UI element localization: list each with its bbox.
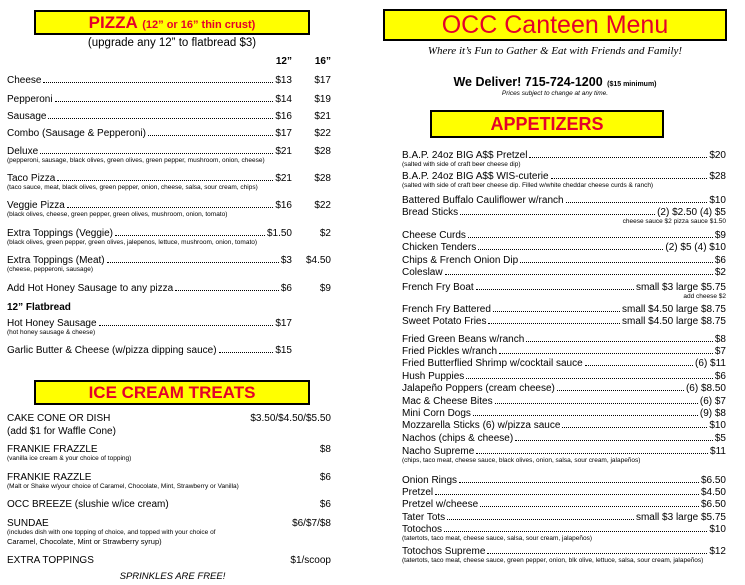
pizza-row bbox=[7, 111, 292, 122]
item-price: (2) $5 (4) $10 bbox=[665, 242, 726, 253]
ice-cream-item-price: $6/$7/$8 bbox=[292, 518, 331, 529]
dot-leader bbox=[67, 207, 273, 208]
dot-leader bbox=[435, 494, 699, 495]
appetizer-note: cheese sauce $2 pizza sauce $1.50 bbox=[622, 218, 726, 225]
appetizer-row bbox=[402, 499, 726, 510]
dot-leader bbox=[551, 178, 708, 179]
item-name: Mozzarella Sticks (6) w/pizza sauce bbox=[402, 420, 561, 431]
item-price: $21 bbox=[275, 146, 292, 157]
ice-cream-title: ICE CREAM TREATS bbox=[88, 383, 256, 402]
appetizer-description: (tatertots, taco meat, cheese sauce, salsa, sour cream, jalapeños) bbox=[402, 535, 593, 542]
item-name: Pretzel w/cheese bbox=[402, 499, 479, 510]
flatbread-row bbox=[7, 318, 292, 329]
appetizer-row bbox=[402, 371, 726, 382]
dot-leader bbox=[219, 352, 274, 353]
dot-leader bbox=[444, 531, 707, 532]
size-12-header: 12” bbox=[275, 56, 292, 67]
item-name: Combo (Sausage & Pepperoni) bbox=[7, 128, 146, 139]
item-name: Onion Rings bbox=[402, 475, 458, 486]
appetizer-row bbox=[402, 334, 726, 345]
item-price: $10 bbox=[709, 524, 726, 535]
appetizer-description: (tatertots, taco meat, cheese sauce, green pepper, onion, blk olive, lettuce, salsa, sour cream, jalapeños) bbox=[402, 557, 704, 564]
item-price: $20 bbox=[709, 150, 726, 161]
dot-leader bbox=[585, 365, 693, 366]
ice-cream-item-price: $1/scoop bbox=[290, 555, 331, 566]
size-16-header: 16” bbox=[314, 56, 331, 67]
appetizer-row bbox=[402, 346, 726, 357]
appetizers-title: APPETIZERS bbox=[490, 114, 604, 134]
ice-cream-item-price: $6 bbox=[319, 499, 331, 510]
item-name: Sausage bbox=[7, 111, 47, 122]
dot-leader bbox=[515, 440, 713, 441]
appetizer-row bbox=[402, 304, 726, 315]
price-16: $28 bbox=[314, 173, 331, 184]
delivery-text: We Deliver! 715-724-1200 bbox=[453, 75, 603, 89]
dot-leader bbox=[480, 506, 699, 507]
pizza-row bbox=[7, 283, 292, 294]
item-price: (2) $2.50 (4) $5 bbox=[657, 207, 726, 218]
flatbread-header: 12” Flatbread bbox=[7, 302, 71, 313]
item-price: $16 bbox=[275, 111, 292, 122]
item-name: Battered Buffalo Cauliflower w/ranch bbox=[402, 195, 564, 206]
item-price: $3 bbox=[280, 255, 292, 266]
item-price: $6.50 bbox=[700, 499, 726, 510]
item-price: small $4.50 large $8.75 bbox=[622, 304, 726, 315]
appetizer-row bbox=[402, 408, 726, 419]
ice-cream-item-name: FRANKIE FRAZZLE bbox=[7, 444, 98, 455]
ice-cream-item-description: Caramel, Chocolate, Mint or Strawberry syrup) bbox=[7, 537, 162, 546]
item-price: $10 bbox=[709, 420, 726, 431]
item-name: B.A.P. 24oz BIG A$$ Pretzel bbox=[402, 150, 528, 161]
dot-leader bbox=[562, 427, 707, 428]
pizza-row bbox=[7, 173, 292, 184]
appetizer-row bbox=[402, 546, 726, 557]
item-name: Tater Tots bbox=[402, 512, 446, 523]
dot-leader bbox=[478, 249, 663, 250]
dot-leader bbox=[99, 325, 274, 326]
dot-leader bbox=[115, 235, 265, 236]
item-name: Veggie Pizza bbox=[7, 200, 65, 211]
pizza-row bbox=[7, 228, 292, 239]
pizza-row bbox=[7, 200, 292, 211]
ice-cream-item-price: $3.50/$4.50/$5.50 bbox=[250, 413, 331, 424]
ice-cream-item-name: FRANKIE RAZZLE bbox=[7, 472, 92, 483]
item-name: Extra Toppings (Veggie) bbox=[7, 228, 113, 239]
appetizer-row bbox=[402, 255, 726, 266]
appetizer-row bbox=[402, 150, 726, 161]
ice-cream-item-description: (add $1 for Waffle Cone) bbox=[7, 426, 116, 437]
item-name: Pretzel bbox=[402, 487, 434, 498]
item-name: Coleslaw bbox=[402, 267, 443, 278]
appetizer-row bbox=[402, 420, 726, 431]
item-price: small $3 large $5.75 bbox=[635, 282, 726, 293]
appetizer-row bbox=[402, 358, 726, 369]
appetizer-row bbox=[402, 487, 726, 498]
item-name: Deluxe bbox=[7, 146, 39, 157]
dot-leader bbox=[55, 101, 274, 102]
pizza-description: (cheese, pepperoni, sausage) bbox=[7, 266, 94, 273]
price-16: $9 bbox=[319, 283, 331, 294]
price-16: $28 bbox=[314, 146, 331, 157]
item-price: (6) $11 bbox=[695, 358, 726, 369]
item-price: (6) $7 bbox=[699, 396, 726, 407]
ice-cream-item-name: CAKE CONE OR DISH bbox=[7, 413, 111, 424]
item-name: Hush Puppies bbox=[402, 371, 465, 382]
menu-title-banner bbox=[383, 9, 727, 41]
ice-cream-banner bbox=[34, 380, 310, 405]
ice-cream-item-price: $6 bbox=[319, 472, 331, 483]
appetizer-row bbox=[402, 207, 726, 218]
item-name: Fried Pickles w/ranch bbox=[402, 346, 498, 357]
pizza-row bbox=[7, 146, 292, 157]
ice-cream-item-description: (includes dish with one topping of choice, and topped with your choice of bbox=[7, 529, 216, 536]
dot-leader bbox=[473, 415, 698, 416]
item-price: $10 bbox=[709, 195, 726, 206]
item-name: B.A.P. 24oz BIG A$$ WIS-cuterie bbox=[402, 171, 549, 182]
item-name: Add Hot Honey Sausage to any pizza bbox=[7, 283, 174, 294]
ice-cream-item-description: (Malt or Shake w/your choice of Caramel, Chocolate, Mint, Strawberry or Vanilla) bbox=[7, 483, 239, 490]
pizza-row bbox=[7, 94, 292, 105]
item-price: (6) $8.50 bbox=[685, 383, 726, 394]
pizza-description: (black olives, cheese, green pepper, green olives, mushroom, onion, tomato) bbox=[7, 211, 228, 218]
dot-leader bbox=[499, 353, 713, 354]
pizza-description: (taco sauce, meat, black olives, green pepper, onion, cheese, salsa, sour cream, chips) bbox=[7, 184, 258, 191]
item-price: $8 bbox=[714, 334, 726, 345]
dot-leader bbox=[447, 519, 634, 520]
appetizer-row bbox=[402, 446, 726, 457]
ice-cream-item-name: OCC BREEZE (slushie w/ice cream) bbox=[7, 499, 169, 510]
item-name: Fried Green Beans w/ranch bbox=[402, 334, 525, 345]
item-price: small $4.50 large $8.75 bbox=[622, 316, 726, 327]
pizza-title-note: (12” or 16” thin crust) bbox=[142, 19, 256, 31]
dot-leader bbox=[557, 390, 684, 391]
item-name: Mac & Cheese Bites bbox=[402, 396, 493, 407]
dot-leader bbox=[495, 403, 698, 404]
price-16: $21 bbox=[314, 111, 331, 122]
item-name: Nacho Supreme bbox=[402, 446, 475, 457]
item-price: $21 bbox=[275, 173, 292, 184]
appetizer-row bbox=[402, 316, 726, 327]
pizza-row bbox=[7, 75, 292, 86]
item-name: Taco Pizza bbox=[7, 173, 56, 184]
appetizer-row bbox=[402, 242, 726, 253]
item-price: $13 bbox=[275, 75, 292, 86]
item-price: $17 bbox=[275, 128, 292, 139]
dot-leader bbox=[468, 237, 713, 238]
menu-title: OCC Canteen Menu bbox=[441, 11, 669, 39]
appetizers-banner bbox=[430, 110, 664, 138]
dot-leader bbox=[488, 323, 620, 324]
item-price: $6 bbox=[714, 371, 726, 382]
item-name: Extra Toppings (Meat) bbox=[7, 255, 105, 266]
appetizer-description: (salted with side of craft beer cheese dip. Filled w/white cheddar cheese curds & ranch) bbox=[402, 182, 654, 189]
item-price: (9) $8 bbox=[699, 408, 726, 419]
appetizer-row bbox=[402, 383, 726, 394]
appetizer-row bbox=[402, 195, 726, 206]
price-16: $17 bbox=[314, 75, 331, 86]
item-name: French Fry Boat bbox=[402, 282, 474, 293]
dot-leader bbox=[476, 289, 634, 290]
dot-leader bbox=[520, 262, 713, 263]
dot-leader bbox=[459, 482, 699, 483]
ice-cream-item-price: $8 bbox=[319, 444, 331, 455]
ice-cream-item-name: EXTRA TOPPINGS bbox=[7, 555, 94, 566]
item-name: Nachos (chips & cheese) bbox=[402, 433, 514, 444]
item-price: $6 bbox=[714, 255, 726, 266]
dot-leader bbox=[493, 311, 620, 312]
appetizer-row bbox=[402, 230, 726, 241]
appetizer-row bbox=[402, 267, 726, 278]
item-price: $1.50 bbox=[266, 228, 292, 239]
item-price: small $3 large $5.75 bbox=[635, 512, 726, 523]
dot-leader bbox=[43, 82, 273, 83]
appetizer-description: (salted with side of craft beer cheese dip) bbox=[402, 161, 521, 168]
flatbread-description: (hot honey sausage & cheese) bbox=[7, 329, 96, 336]
item-name: Mini Corn Dogs bbox=[402, 408, 471, 419]
item-price: $4.50 bbox=[700, 487, 726, 498]
pizza-description: (pepperoni, sausage, black olives, green olives, green pepper, mushroom, onion, cheese) bbox=[7, 157, 265, 164]
item-name: Garlic Butter & Cheese (w/pizza dipping sauce) bbox=[7, 345, 217, 356]
dot-leader bbox=[529, 157, 707, 158]
item-price: $7 bbox=[714, 346, 726, 357]
item-price: $15 bbox=[275, 345, 292, 356]
pizza-description: (black olives, green pepper, green olives, jalepenos, lettuce, mushroom, onion, tomato) bbox=[7, 239, 258, 246]
appetizer-row bbox=[402, 524, 726, 535]
item-name: Totochos bbox=[402, 524, 443, 535]
appetizer-row bbox=[402, 396, 726, 407]
item-price: $17 bbox=[275, 318, 292, 329]
price-16: $22 bbox=[314, 128, 331, 139]
tagline: Where it’s Fun to Gather & Eat with Friends and Family! bbox=[427, 45, 683, 57]
dot-leader bbox=[487, 553, 707, 554]
price-16: $22 bbox=[314, 200, 331, 211]
ice-cream-item-name: SUNDAE bbox=[7, 518, 49, 529]
item-price: $12 bbox=[709, 546, 726, 557]
appetizer-row bbox=[402, 475, 726, 486]
pizza-banner bbox=[34, 10, 310, 35]
item-name: Cheese bbox=[7, 75, 42, 86]
item-name: French Fry Battered bbox=[402, 304, 491, 315]
item-name: Chicken Tenders bbox=[402, 242, 477, 253]
appetizer-row bbox=[402, 433, 726, 444]
appetizer-row bbox=[402, 171, 726, 182]
appetizer-row bbox=[402, 512, 726, 523]
dot-leader bbox=[48, 118, 273, 119]
dot-leader bbox=[107, 262, 279, 263]
item-name: Pepperoni bbox=[7, 94, 53, 105]
appetizer-row bbox=[402, 282, 726, 293]
item-name: Cheese Curds bbox=[402, 230, 466, 241]
dot-leader bbox=[460, 214, 655, 215]
item-price: $28 bbox=[709, 171, 726, 182]
price-note: Prices subject to change at any time. bbox=[501, 90, 609, 97]
item-price: $6 bbox=[280, 283, 292, 294]
dot-leader bbox=[476, 453, 708, 454]
item-name: Bread Sticks bbox=[402, 207, 459, 218]
delivery-line bbox=[383, 73, 727, 91]
item-price: $2 bbox=[714, 267, 726, 278]
ice-cream-item-description: (vanilla ice cream & your choice of topping) bbox=[7, 455, 132, 462]
item-price: $5 bbox=[714, 433, 726, 444]
delivery-minimum: ($15 minimum) bbox=[607, 81, 657, 88]
pizza-row bbox=[7, 128, 292, 139]
price-16: $4.50 bbox=[305, 255, 331, 266]
dot-leader bbox=[57, 180, 273, 181]
appetizer-note: add cheese $2 bbox=[683, 293, 726, 300]
item-name: Chips & French Onion Dip bbox=[402, 255, 519, 266]
dot-leader bbox=[40, 153, 273, 154]
appetizer-description: (chips, taco meat, cheese sauce, black olives, onion, salsa, sour cream, jalapeños) bbox=[402, 457, 641, 464]
item-name: Fried Butterflied Shrimp w/cocktail sauce bbox=[402, 358, 583, 369]
price-16: $19 bbox=[314, 94, 331, 105]
item-price: $9 bbox=[714, 230, 726, 241]
item-name: Totochos Supreme bbox=[402, 546, 486, 557]
item-price: $16 bbox=[275, 200, 292, 211]
dot-leader bbox=[148, 135, 273, 136]
pizza-subtitle: (upgrade any 12” to flatbread $3) bbox=[87, 37, 257, 49]
dot-leader bbox=[526, 341, 713, 342]
item-name: Hot Honey Sausage bbox=[7, 318, 97, 329]
dot-leader bbox=[175, 290, 279, 291]
item-price: $6.50 bbox=[700, 475, 726, 486]
item-price: $14 bbox=[275, 94, 292, 105]
dot-leader bbox=[566, 202, 708, 203]
sprinkles-note: SPRINKLES ARE FREE! bbox=[119, 571, 226, 582]
flatbread-row bbox=[7, 345, 292, 356]
price-16: $2 bbox=[319, 228, 331, 239]
item-price: $11 bbox=[710, 446, 726, 457]
item-name: Jalapeño Poppers (cream cheese) bbox=[402, 383, 555, 394]
pizza-title: PIZZA bbox=[88, 13, 138, 32]
item-name: Sweet Potato Fries bbox=[402, 316, 487, 327]
dot-leader bbox=[445, 274, 713, 275]
pizza-row bbox=[7, 255, 292, 266]
dot-leader bbox=[466, 378, 713, 379]
